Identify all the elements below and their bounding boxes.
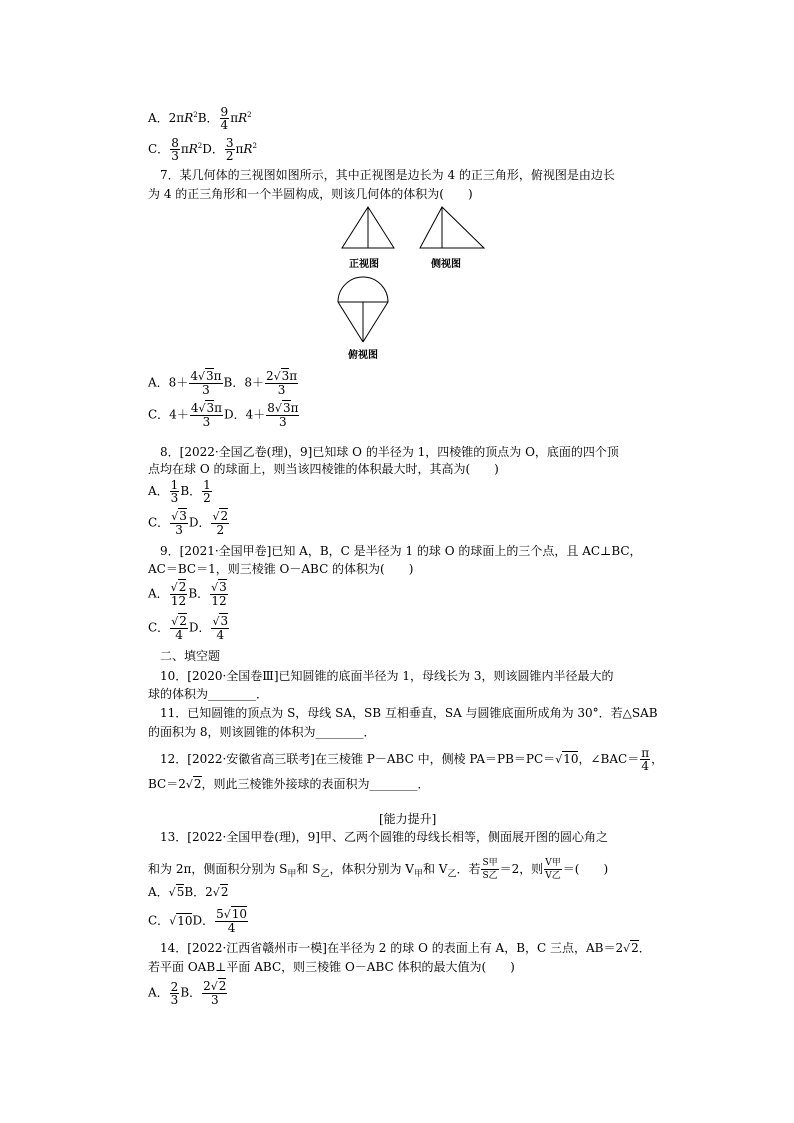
q9-option-a-fraction bbox=[170, 581, 188, 607]
q7-option-a: A．8＋ bbox=[148, 375, 189, 390]
q7-option-d-fraction bbox=[266, 402, 299, 428]
q13-option-c: C． bbox=[148, 913, 170, 928]
front-view-figure bbox=[340, 205, 396, 251]
q6-option-d-fraction bbox=[225, 137, 235, 162]
q14-option-b-coef: 2 bbox=[203, 979, 211, 993]
q6-option-b-symbol: R bbox=[238, 111, 248, 125]
q9-option-c-radicand: 2 bbox=[179, 614, 187, 628]
radical-sign: √ bbox=[212, 615, 220, 628]
q13-option-d-radicand: 10 bbox=[231, 907, 248, 921]
q7-option-b: B．8＋ bbox=[223, 375, 264, 390]
q7-option-a-numerator bbox=[189, 370, 222, 384]
q9-option-d-numerator bbox=[211, 615, 229, 629]
q7-option-a-radicand: 3 bbox=[205, 369, 214, 383]
q7-option-b-radicand: 3 bbox=[281, 369, 290, 383]
q12-text-mid: ，∠BAC＝ bbox=[578, 752, 640, 766]
q9-line-1: 9．[2021·全国甲卷]已知 A，B，C 是半径为 1 的球 O 的球面上的三个点，且 AC⊥BC， bbox=[160, 544, 642, 558]
q9-option-c-numerator bbox=[170, 615, 188, 629]
q7-option-c-pi: π bbox=[214, 401, 223, 415]
q6-option-c-fraction bbox=[170, 137, 180, 162]
q13-text-d: 和 V bbox=[422, 862, 448, 876]
q6-option-b-exponent: 2 bbox=[247, 111, 252, 119]
top-view-figure bbox=[335, 275, 391, 345]
q12-radicand: 10 bbox=[563, 752, 579, 766]
q9-option-a-denominator: 12 bbox=[170, 594, 187, 608]
q9-option-c: C． bbox=[148, 620, 170, 635]
q6-option-d-symbol: R bbox=[243, 142, 253, 156]
q7-option-a-denominator: 3 bbox=[202, 383, 210, 397]
q8-option-d-fraction bbox=[211, 510, 229, 536]
q8-option-row-1 bbox=[148, 479, 213, 504]
radical-sign: √ bbox=[223, 908, 231, 921]
q9-option-d-denominator: 4 bbox=[216, 628, 225, 642]
q8-option-a-numerator: 1 bbox=[170, 478, 179, 492]
q13-line-1: 13．[2022·全国甲卷(理)，9]甲、乙两个圆锥的母线长相等，侧面展开图的圆心角之 bbox=[160, 830, 608, 844]
q13-option-row-1 bbox=[148, 884, 228, 901]
q6-option-d-denominator: 2 bbox=[225, 149, 234, 163]
q6-option-a: A．2π bbox=[148, 111, 185, 125]
radical-sign: √ bbox=[623, 942, 631, 955]
q7-option-b-numerator bbox=[265, 370, 298, 384]
radical-sign: √ bbox=[273, 370, 281, 383]
q6-option-row-1 bbox=[148, 106, 252, 131]
q6-option-b-fraction bbox=[220, 106, 230, 131]
q8-option-b-denominator: 2 bbox=[203, 491, 211, 505]
q8-option-d-denominator: 2 bbox=[216, 523, 225, 537]
q10-line-2: 球的体积为________． bbox=[148, 687, 269, 701]
radical-sign: √ bbox=[171, 510, 179, 523]
q6-option-b-denominator: 4 bbox=[220, 118, 229, 132]
q7-option-d-radicand: 3 bbox=[282, 401, 291, 415]
radical-sign: √ bbox=[197, 370, 205, 383]
q13-option-c-radicand: 10 bbox=[177, 913, 193, 928]
radical-sign: √ bbox=[555, 753, 563, 766]
q12-line2-start: BC＝2 bbox=[148, 777, 186, 791]
q9-line-2: AC＝BC＝1，则三棱锥 O－ABC 的体积为( ) bbox=[148, 562, 414, 576]
q9-option-b-radicand: 3 bbox=[219, 580, 227, 594]
q7-option-d-denominator: 3 bbox=[279, 415, 287, 429]
q7-option-b-pi: π bbox=[289, 369, 298, 383]
q6-option-d-tail: π bbox=[235, 142, 244, 156]
q7-option-a-fraction bbox=[189, 370, 222, 396]
q9-option-b-denominator: 12 bbox=[211, 594, 227, 608]
q12-line2-end: ，则此三棱锥外接球的表面积为________． bbox=[201, 777, 430, 791]
q9-option-c-fraction bbox=[170, 615, 188, 641]
q6-option-d-exponent: 2 bbox=[252, 142, 257, 150]
q7-line-1: 7．某几何体的三视图如图所示，其中正视图是边长为 4 的正三角形，俯视图是由边长 bbox=[160, 168, 615, 182]
q13-area-ratio-numerator: S甲 bbox=[482, 858, 498, 868]
q6-option-c-tail: π bbox=[180, 142, 189, 156]
q9-option-a-numerator bbox=[170, 581, 188, 595]
q8-option-c: C． bbox=[148, 515, 170, 530]
q8-option-d-numerator bbox=[211, 510, 229, 524]
q14-option-row-1 bbox=[148, 980, 228, 1006]
q9-option-c-denominator: 4 bbox=[175, 628, 183, 642]
q9-option-d-radicand: 3 bbox=[220, 614, 229, 628]
q13-option-d: D． bbox=[192, 913, 215, 928]
q12-text-tail: ， bbox=[651, 752, 664, 766]
q6-option-d: D． bbox=[202, 142, 224, 156]
q7-option-c-numerator bbox=[190, 402, 223, 416]
q8-line-1: 8．[2022·全国乙卷(理)，9]已知球 O 的半径为 1，四棱锥的顶点为 O，底面的四个顶 bbox=[160, 445, 619, 459]
q9-option-a: A． bbox=[148, 586, 169, 601]
q6-option-b: B． bbox=[197, 111, 219, 125]
q6-option-c-exponent: 2 bbox=[197, 142, 203, 150]
q13-option-d-numerator bbox=[215, 908, 248, 922]
radical-sign: √ bbox=[169, 914, 177, 928]
q7-option-d-coef: 8 bbox=[267, 401, 275, 415]
q6-option-c-denominator: 3 bbox=[171, 149, 179, 163]
q14-option-b-fraction bbox=[202, 980, 227, 1006]
q9-option-a-radicand: 2 bbox=[178, 580, 187, 594]
q7-option-row-1 bbox=[148, 370, 299, 396]
top-view-semicircle bbox=[338, 277, 388, 302]
q8-option-row-2 bbox=[148, 510, 230, 536]
q12-angle-denominator: 4 bbox=[641, 759, 649, 773]
q14-text-end: ． bbox=[638, 941, 651, 955]
radical-sign: √ bbox=[170, 581, 178, 594]
q6-option-b-tail: π bbox=[230, 111, 239, 125]
q6-option-a-symbol: R bbox=[184, 111, 194, 125]
q9-option-b: B． bbox=[188, 586, 210, 601]
q8-option-b-fraction bbox=[202, 479, 212, 504]
q8-option-d: D． bbox=[188, 515, 211, 530]
radical-sign: √ bbox=[212, 510, 220, 523]
top-view-right-edge bbox=[363, 302, 388, 342]
q8-option-c-radicand: 3 bbox=[179, 509, 187, 523]
q11-line-2: 的面积为 8，则该圆锥的体积为________． bbox=[148, 725, 376, 739]
q13-area-ratio-fraction bbox=[481, 857, 498, 882]
q9-option-b-numerator bbox=[210, 581, 228, 595]
q9-option-b-fraction bbox=[210, 581, 228, 607]
q13-option-d-coef: 5 bbox=[216, 907, 224, 921]
q13-sub-2: 乙 bbox=[320, 869, 330, 880]
q14-radicand: 2 bbox=[631, 941, 639, 955]
q13-sub-4: 乙 bbox=[447, 869, 457, 880]
q13-volume-ratio-numerator: V甲 bbox=[545, 858, 561, 868]
front-view-caption: 正视图 bbox=[349, 259, 379, 270]
q12-line-2 bbox=[148, 776, 430, 793]
q14-line-1 bbox=[160, 940, 651, 957]
q13-option-a: A． bbox=[148, 885, 169, 899]
side-view-figure bbox=[418, 205, 486, 251]
q7-option-a-pi: π bbox=[213, 369, 222, 383]
q13-area-ratio-denominator: S乙 bbox=[482, 871, 498, 881]
q13-text-g: ＝( ) bbox=[562, 862, 609, 876]
q13-option-d-fraction bbox=[215, 908, 248, 934]
q8-option-c-numerator bbox=[170, 510, 188, 524]
q9-option-row-1 bbox=[148, 581, 229, 607]
q7-option-row-2 bbox=[148, 402, 300, 428]
section-heading-fill-in: 二、填空题 bbox=[160, 649, 221, 663]
radical-sign: √ bbox=[185, 778, 193, 791]
q13-volume-ratio-denominator: V乙 bbox=[545, 871, 561, 881]
q7-option-d-pi: π bbox=[290, 401, 299, 415]
q7-option-b-coef: 2 bbox=[265, 369, 274, 383]
q10-line-1: 10．[2020·全国卷Ⅲ]已知圆锥的底面半径为 1，母线长为 3，则该圆锥内半径最大的 bbox=[160, 669, 614, 683]
q13-text-f: ＝2，则 bbox=[499, 862, 544, 876]
q7-option-c-fraction bbox=[190, 402, 223, 428]
q6-option-b-numerator: 9 bbox=[220, 105, 229, 119]
q12-text-start: 12．[2022·安徽省高三联考]在三棱锥 P－ABC 中，侧棱 PA＝PB＝PC＝ bbox=[160, 752, 556, 766]
q6-option-d-numerator: 3 bbox=[225, 136, 234, 150]
q9-option-row-2 bbox=[148, 615, 230, 641]
q6-option-a-exponent: 2 bbox=[193, 111, 198, 119]
q13-line-2 bbox=[148, 857, 608, 882]
q13-text-a: 和为 2π，侧面积分别为 S bbox=[148, 862, 288, 876]
q14-option-a-numerator: 2 bbox=[170, 979, 179, 994]
q13-option-d-denominator: 4 bbox=[227, 921, 236, 935]
q8-option-b-numerator: 1 bbox=[203, 478, 211, 492]
q6-option-c: C． bbox=[148, 142, 170, 156]
q13-sub-3: 甲 bbox=[413, 869, 423, 880]
q7-option-c: C．4＋ bbox=[148, 407, 189, 422]
q12-angle-numerator: π bbox=[641, 746, 650, 760]
radical-sign: √ bbox=[168, 886, 176, 899]
q13-text-c: ，体积分别为 V bbox=[329, 862, 414, 876]
q6-option-c-symbol: R bbox=[188, 142, 198, 156]
radical-sign: √ bbox=[274, 402, 282, 415]
q14-option-b-radicand: 2 bbox=[218, 979, 227, 993]
top-view-caption: 俯视图 bbox=[348, 350, 378, 361]
q7-option-d-numerator bbox=[266, 402, 299, 416]
q13-volume-ratio-fraction bbox=[544, 857, 562, 882]
section-heading-ability: [能力提升] bbox=[379, 812, 437, 826]
q8-option-c-fraction bbox=[170, 510, 188, 536]
q13-option-b-radicand: 2 bbox=[220, 885, 229, 899]
q7-option-c-radicand: 3 bbox=[206, 401, 215, 415]
radical-sign: √ bbox=[212, 886, 220, 899]
q12-line2-radicand: 2 bbox=[193, 777, 202, 791]
q7-option-b-denominator: 3 bbox=[277, 383, 286, 397]
q11-line-1: 11．已知圆锥的顶点为 S，母线 SA，SB 互相垂直，SA 与圆锥底面所成角为 30°．若△SAB bbox=[160, 706, 658, 720]
q14-option-b-numerator bbox=[202, 980, 227, 994]
radical-sign: √ bbox=[211, 581, 219, 594]
q7-option-c-denominator: 3 bbox=[202, 415, 211, 429]
q13-text-e: ．若 bbox=[456, 862, 481, 876]
q14-line-2: 若平面 OAB⊥平面 ABC，则三棱锥 O－ABC 体积的最大值为( ) bbox=[148, 960, 515, 974]
q8-option-d-radicand: 2 bbox=[220, 509, 229, 523]
q7-line-2: 为 4 的正三角形和一个半圆构成，则该几何体的体积为( ) bbox=[148, 187, 473, 201]
radical-sign: √ bbox=[210, 980, 218, 993]
q14-option-a: A． bbox=[148, 985, 169, 1000]
q8-option-a: A． bbox=[148, 484, 169, 498]
q12-line-1 bbox=[160, 747, 663, 772]
top-view-left-edge bbox=[338, 302, 363, 342]
q14-option-a-denominator: 3 bbox=[170, 992, 179, 1007]
q9-option-d-fraction bbox=[211, 615, 229, 641]
q13-sub-1: 甲 bbox=[287, 869, 297, 880]
q6-option-c-numerator: 8 bbox=[171, 136, 179, 150]
q13-text-b: 和 S bbox=[296, 862, 321, 876]
q14-option-a-fraction bbox=[170, 981, 180, 1006]
q12-angle-fraction bbox=[640, 747, 650, 772]
q7-option-a-coef: 4 bbox=[190, 369, 198, 383]
q13-option-row-2 bbox=[148, 908, 249, 934]
q8-option-b: B． bbox=[180, 484, 202, 498]
q6-option-row-2 bbox=[148, 137, 257, 162]
q8-line-2: 点均在球 O 的球面上，则当该四棱锥的体积最大时，其高为( ) bbox=[148, 462, 499, 476]
q14-option-b: B． bbox=[180, 985, 202, 1000]
q8-option-c-denominator: 3 bbox=[175, 523, 183, 537]
q7-option-c-coef: 4 bbox=[190, 401, 199, 415]
q7-option-b-fraction bbox=[265, 370, 298, 396]
q13-option-a-radicand: 5 bbox=[176, 885, 185, 899]
q8-option-a-fraction bbox=[170, 479, 180, 504]
radical-sign: √ bbox=[171, 615, 179, 628]
q7-option-d: D．4＋ bbox=[224, 407, 266, 422]
side-view-triangle bbox=[420, 207, 484, 248]
side-view-caption: 侧视图 bbox=[431, 259, 461, 270]
q14-option-b-denominator: 3 bbox=[210, 993, 219, 1007]
q8-option-a-denominator: 3 bbox=[170, 491, 179, 505]
q9-option-d: D． bbox=[188, 620, 211, 635]
q13-option-b: B．2 bbox=[184, 885, 213, 899]
q14-text-start: 14．[2022·江西省赣州市一模]在半径为 2 的球 O 的表面上有 A，B，C 三点，AB＝2 bbox=[160, 941, 624, 955]
radical-sign: √ bbox=[198, 402, 206, 415]
